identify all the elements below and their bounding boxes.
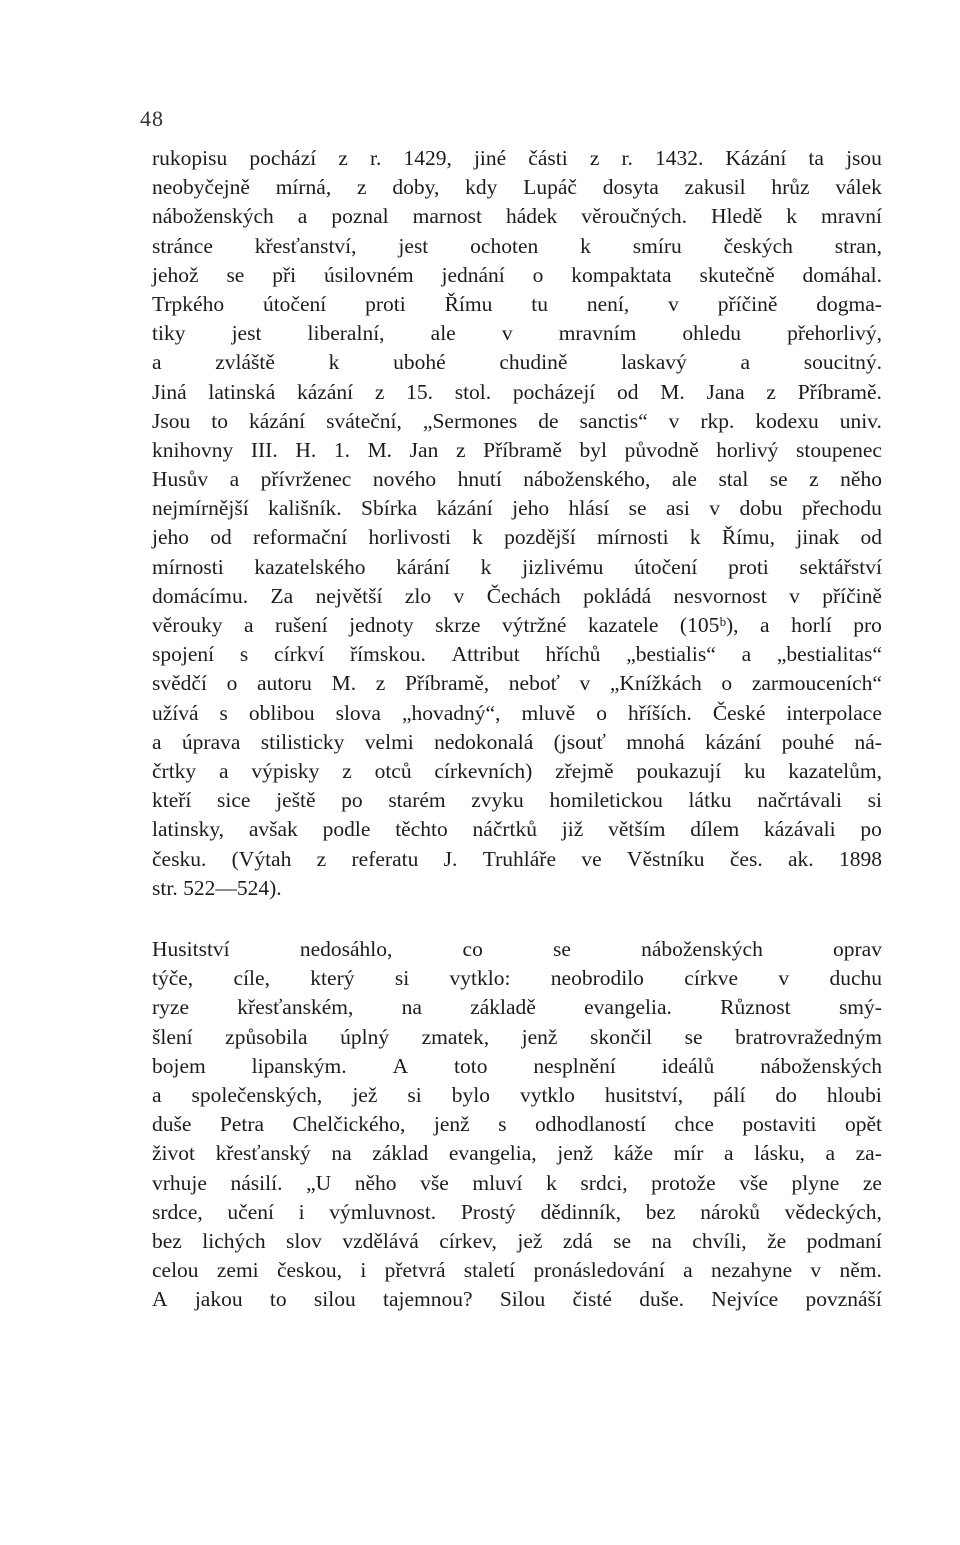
text-line: Trpkého útočení proti Římu tu není, v příčině dogma- <box>152 291 882 316</box>
text-line: ryze křesťanském, na základě evangelia. Různost smý- <box>152 995 882 1020</box>
text-line: celou zemi českou, i přetvrá staletí pronásledování a nezahyne v něm. <box>152 1258 882 1283</box>
text-line: jeho od reformační horlivosti k pozdější mírnosti k Římu, jinak od <box>152 525 882 550</box>
text-line: a zvláště k ubohé chudině laskavý a soucitný. <box>152 350 882 375</box>
text-line: Husův a přívrženec nového hnutí náboženského, ale stal se z něho <box>152 467 882 492</box>
page-number: 48 <box>140 106 164 131</box>
text-line: vrhuje násilí. „U něho vše mluví k srdci, protože vše plyne ze <box>152 1170 882 1195</box>
text-line: domácímu. Za největší zlo v Čechách pokládá nesvornost v příčině <box>152 583 882 608</box>
text-line: A jakou to silou tajemnou? Silou čisté duše. Nejvíce povznáší <box>152 1287 882 1312</box>
text-line: spojení s církví římskou. Attribut hříchů „bestialis“ a „bestialitas“ <box>152 642 882 667</box>
text-line: šlení způsobila úplný zmatek, jenž skončil se bratrovražedným <box>152 1024 882 1049</box>
text-line: užívá s oblibou slova „hovadný“, mluvě o hříších. České interpolace <box>152 700 882 725</box>
text-line: latinsky, avšak podle těchto náčrtků již větším dílem kázávali po <box>152 817 882 842</box>
text-line: črtky a výpisky z otců církevních) zřejmě poukazují ku kazatelům, <box>152 758 882 783</box>
text-line: rukopisu pochází z r. 1429, jiné části z r. 1432. Kázání ta jsou <box>152 146 882 170</box>
text-line: bez lichých slov vzdělává církev, jež zdá se na chvíli, že podmaní <box>152 1228 882 1253</box>
text-line: náboženských a poznal marnost hádek věroučných. Hledě k mravní <box>152 204 882 229</box>
text-line: stránce křesťanství, jest ochoten k smíru českých stran, <box>152 233 882 258</box>
text-line: srdce, učení i výmluvnost. Prostý dědinník, bez nároků vědeckých, <box>152 1199 882 1224</box>
text-line: jehož se při úsilovném jednání o kompaktata skutečně domáhal. <box>152 262 882 287</box>
text-line: tiky jest liberalní, ale v mravním ohledu přehorlivý, <box>152 321 882 346</box>
text-line: Husitství nedosáhlo, co se náboženských oprav <box>152 937 882 961</box>
paragraph-2 <box>152 935 882 1314</box>
text-line: a úprava stilisticky velmi nedokonalá (jsouť mnohá kázání pouhé ná- <box>152 729 882 754</box>
text-line: str. 522—524). <box>152 875 282 900</box>
text-line: mírnosti kazatelského kárání k jizlivému útočení proti sektářství <box>152 554 882 579</box>
text-line: duše Petra Chelčického, jenž s odhodlaností chce postaviti opět <box>152 1112 882 1137</box>
text-line: Jsou to kázání sváteční, „Sermones de sanctis“ v rkp. kodexu univ. <box>152 408 882 433</box>
text-line: knihovny III. H. 1. M. Jan z Příbramě byl původně horlivý stoupenec <box>152 437 882 462</box>
text-line: věrouky a rušení jednoty skrze výtržné kazatele (105ᵇ), a horlí pro <box>152 613 882 637</box>
text-line: kteří sice ještě po starém zvyku homiletickou látku načrtávali si <box>152 788 882 813</box>
text-line: neobyčejně mírná, z doby, kdy Lupáč dosyta zakusil hrůz válek <box>152 175 882 200</box>
text-line: a společenských, jež si bylo vytklo husitství, pálí do hloubi <box>152 1082 882 1107</box>
text-line: týče, cíle, který si vytklo: neobrodilo církve v duchu <box>152 966 882 991</box>
text-line: svědčí o autoru M. z Příbramě, neboť v „Knížkách o zarmouceních“ <box>152 671 882 696</box>
text-line: česku. (Výtah z referatu J. Truhláře ve Věstníku čes. ak. 1898 <box>152 846 882 871</box>
text-line: Jiná latinská kázání z 15. stol. pocházejí od M. Jana z Příbramě. <box>152 379 882 404</box>
text-line: nejmírnější kališník. Sbírka kázání jeho hlásí se asi v dobu přechodu <box>152 496 882 521</box>
text-line: bojem lipanským. A toto nesplnění ideálů náboženských <box>152 1053 882 1078</box>
text-line: život křesťanský na základ evangelia, jenž káže mír a lásku, a za- <box>152 1141 882 1166</box>
paragraph-1 <box>152 144 882 903</box>
